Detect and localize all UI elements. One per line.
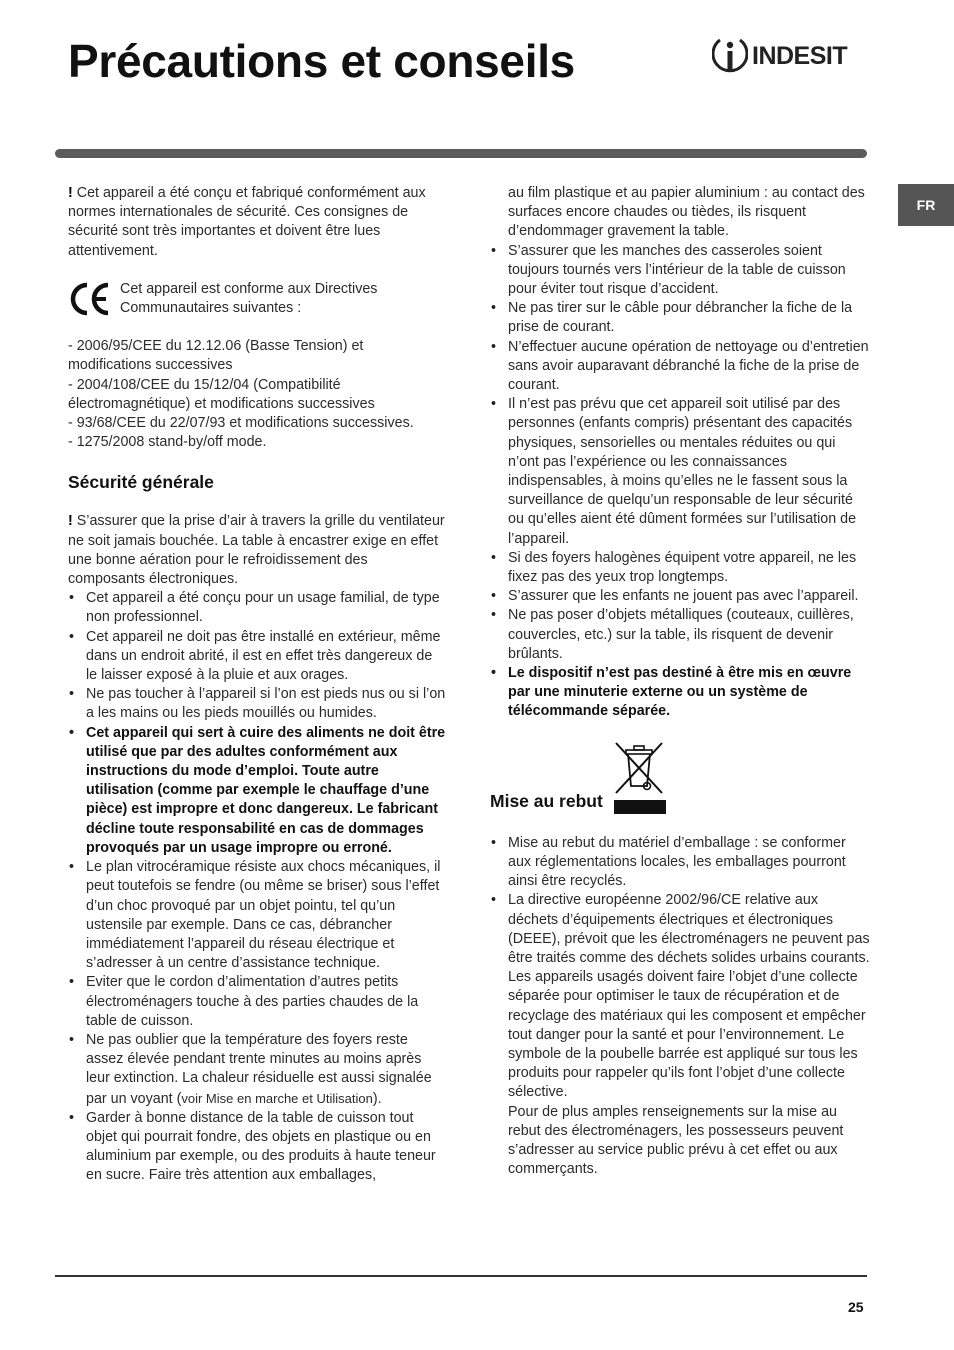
header-rule	[55, 149, 867, 158]
list-item: • S’assurer que les manches des casseroles soient toujours tournés vers l’intérieur de la table de cuisson pour éviter tout risque d’accident.	[490, 242, 870, 300]
safety-list-continued	[490, 242, 870, 722]
list-item: • Il n’est pas prévu que cet appareil soit utilisé par des personnes (enfants compris) présentant des capacités physiques, sensorielles ou mentales réduites ou qui n’ont pas l’expérience ou les connaissances indispensables, à moins qu’elles ne le fassent sous la surveillance de quelqu’un responsable de leur sécurité ou qu’elles aient été dûment formées sur l’utilisation de l’appareil.	[490, 395, 870, 549]
language-tab: FR	[898, 184, 954, 226]
list-item: • N’effectuer aucune opération de nettoyage ou d’entretien sans avoir auparavant débranché la fiche de la prise de courant.	[490, 338, 870, 396]
list-item: • Garder à bonne distance de la table de cuisson tout objet qui pourrait fondre, des objets en plastique ou en aluminium par exemple, ou des produits à haute teneur en sucre. Faire très attention aux emballages,	[68, 1109, 446, 1186]
list-item-bold: • Cet appareil qui sert à cuire des aliments ne doit être utilisé que par des adultes conformément aux instructions du mode d’emploi. Toute autre utilisation (comme par exemple le chauffage d’une pièce) est impropre et donc dangereux. Le fabricant décline toute responsabilité en cas de dommages provoqués par un usage impropre ou erroné.	[68, 724, 446, 858]
left-column	[68, 184, 446, 1186]
ce-text: Cet appareil est conforme aux Directives Communautaires suivantes :	[120, 280, 378, 317]
directive-line: - 1275/2008 stand-by/off mode.	[68, 434, 267, 451]
list-item: • Cet appareil a été conçu pour un usage familial, de type non professionnel.	[68, 589, 446, 627]
list-item: • Ne pas toucher à l’appareil si l’on est pieds nus ou si l’on a les mains ou les pieds mouillés ou humides.	[68, 685, 446, 723]
ce-mark-icon	[68, 280, 112, 318]
list-item: • Le plan vitrocéramique résiste aux chocs mécaniques, il peut toutefois se fendre (ou même se briser) sous l’effet d’un choc provoqué par un objet pointu, tel qu’un ustensile par exemple. Dans ce cas, débrancher immédiatement l’appareil du réseau électrique et s’adresser à un centre d’assistance technique.	[68, 858, 446, 973]
disposal-header	[490, 722, 870, 834]
directive-line: - 2006/95/CEE du 12.12.06 (Basse Tension) et modifications successives	[68, 338, 364, 374]
safety-intro: ! S’assurer que la prise d’air à travers la grille du ventilateur ne soit jamais bouchée. La table à encastrer exige en effet une bonne aération pour le refroidissement des composants électroniques.	[68, 513, 445, 588]
list-item: • La directive européenne 2002/96/CE relative aux déchets d’équipements électriques et électroniques (DEEE), prévoit que les électroménagers ne peuvent pas être traités comme des déchets solides urbains courants. Les appareils usagés doivent faire l’objet d’une collecte séparée pour optimiser le taux de récupération et de recyclage des matériaux qui les composent et empêcher tout danger pour la santé et pour l’environnement. Le symbole de la poubelle barrée est appliqué sur tous les produits pour rappeler qu’ils font l’objet d’une collecte sélective.	[490, 891, 870, 1102]
brand-logo-icon	[712, 36, 748, 78]
right-column	[490, 184, 870, 1179]
list-item-bold: • Le dispositif n’est pas destiné à être mis en œuvre par une minuterie externe ou un système de télécommande séparée.	[490, 664, 870, 722]
crossed-bin-icon	[612, 740, 666, 796]
list-item: • Ne pas poser d’objets métalliques (couteaux, cuillères, couvercles, etc.) sur la table, ils risquent de devenir brûlants.	[490, 606, 870, 664]
warning-mark: !	[68, 513, 73, 530]
footer-rule	[55, 1275, 867, 1277]
disposal-note: Pour de plus amples renseignements sur la mise au rebut des électroménagers, les possesseurs peuvent s’adresser au service public prévu à cet effet ou aux commerçants.	[508, 1103, 844, 1178]
warning-mark: !	[68, 185, 73, 201]
disposal-list	[490, 834, 870, 1103]
section-heading-disposal: Mise au rebut	[490, 790, 603, 811]
list-item: • Cet appareil ne doit pas être installé en extérieur, même dans un endroit abrité, il est en effet très dangereux de le laisser exposé à la pluie et aux orages.	[68, 628, 446, 686]
brand-name: INDESIT	[752, 42, 848, 70]
list-item: • Mise au rebut du matériel d’emballage : se conformer aux réglementations locales, les emballages pourront ainsi être recyclés.	[490, 834, 870, 892]
intro-paragraph: ! Cet appareil a été conçu et fabriqué conformément aux normes internationales de sécurité. Ces consignes de sécurité sont très importantes et doivent être lues attentivement.	[68, 185, 426, 259]
list-item: • Si des foyers halogènes équipent votre appareil, ne les fixez pas des yeux trop longtemps.	[490, 549, 870, 587]
weee-bar	[614, 800, 666, 814]
list-item: • Ne pas tirer sur le câble pour débrancher la fiche de la prise de courant.	[490, 299, 870, 337]
directive-line: - 2004/108/CEE du 15/12/04 (Compatibilité électromagnétique) et modifications successives	[68, 376, 375, 412]
page-title: Précautions et conseils	[68, 35, 575, 87]
brand-logo	[712, 36, 870, 78]
section-heading-safety: Sécurité générale	[68, 472, 214, 493]
page-number: 25	[848, 1299, 864, 1315]
list-item: • Eviter que le cordon d’alimentation d’autres petits électroménagers touche à des parties chaudes de la table de cuisson.	[68, 973, 446, 1031]
list-item: • S’assurer que les enfants ne jouent pas avec l’appareil.	[490, 587, 870, 606]
list-item: • Ne pas oublier que la température des foyers reste assez élevée pendant trente minutes au moins après leur extinction. La chaleur résiduelle est aussi signalée par un voyant (voir Mise en marche et Utilisation).	[68, 1031, 446, 1109]
directive-line: - 93/68/CEE du 22/07/93 et modifications successives.	[68, 415, 414, 432]
safety-list	[68, 589, 446, 1185]
ce-conformity	[68, 280, 446, 318]
continuation-text: au film plastique et au papier aluminium : au contact des surfaces encore chaudes ou tièdes, ils risquent d’endommager gravement la table.	[508, 185, 865, 240]
cross-reference: voir Mise en marche et Utilisation	[181, 1090, 373, 1106]
